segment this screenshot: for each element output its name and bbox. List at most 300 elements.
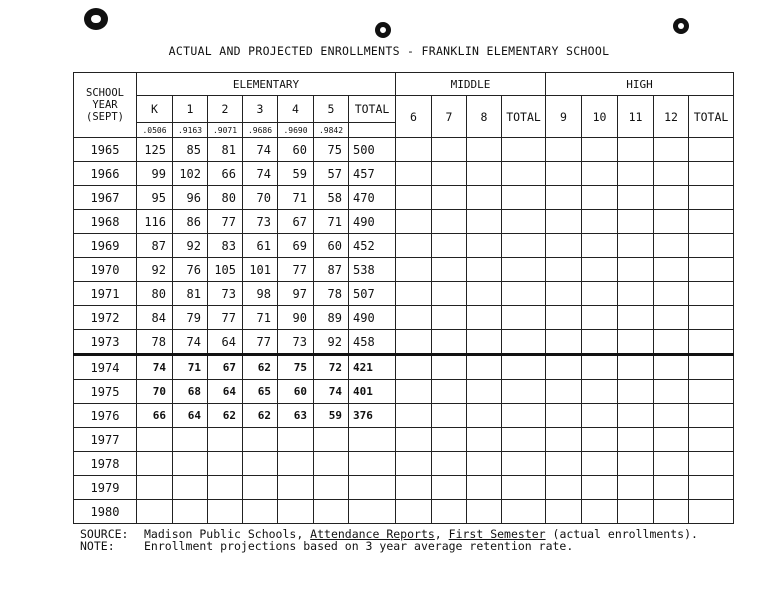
empty-cell (582, 258, 618, 282)
enrollment-cell: 71 (243, 306, 278, 330)
empty-cell (502, 306, 546, 330)
table-row (74, 380, 734, 404)
enrollment-cell: 84 (137, 306, 173, 330)
empty-cell (278, 428, 314, 452)
table-row (74, 330, 734, 355)
empty-cell (689, 282, 734, 306)
school-year-cell: 1972 (74, 306, 137, 330)
enrollment-table (73, 72, 734, 524)
enrollment-cell: 62 (243, 355, 278, 380)
empty-cell (467, 452, 502, 476)
empty-cell (432, 330, 467, 355)
enrollment-cell: 81 (208, 138, 243, 162)
enrollment-cell: 69 (278, 234, 314, 258)
empty-cell (396, 282, 432, 306)
empty-cell (467, 138, 502, 162)
empty-cell (396, 306, 432, 330)
elementary-col-header: TOTAL (349, 96, 396, 123)
empty-cell (546, 258, 582, 282)
empty-cell (432, 380, 467, 404)
empty-cell (396, 452, 432, 476)
table-row (74, 282, 734, 306)
empty-cell (502, 234, 546, 258)
empty-cell (278, 452, 314, 476)
empty-cell (689, 500, 734, 524)
empty-cell (349, 428, 396, 452)
empty-cell (654, 355, 689, 380)
enrollment-cell: 116 (137, 210, 173, 234)
middle-col-header: 6 (396, 96, 432, 138)
empty-cell (396, 258, 432, 282)
empty-cell (654, 306, 689, 330)
enrollment-cell: 70 (137, 380, 173, 404)
high-col-header: 12 (654, 96, 689, 138)
empty-cell (349, 452, 396, 476)
empty-cell (467, 404, 502, 428)
enrollment-cell: 83 (208, 234, 243, 258)
empty-cell (208, 428, 243, 452)
table-row (74, 162, 734, 186)
empty-cell (396, 186, 432, 210)
empty-cell (396, 330, 432, 355)
empty-cell (467, 162, 502, 186)
enrollment-cell: 97 (278, 282, 314, 306)
enrollment-cell: 75 (314, 138, 349, 162)
elementary-total-cell: 500 (349, 138, 396, 162)
empty-cell (689, 138, 734, 162)
empty-cell (502, 210, 546, 234)
empty-cell (432, 186, 467, 210)
enrollment-cell: 99 (137, 162, 173, 186)
enrollment-cell: 80 (137, 282, 173, 306)
empty-cell (618, 138, 654, 162)
empty-cell (546, 452, 582, 476)
empty-cell (546, 428, 582, 452)
empty-cell (546, 476, 582, 500)
school-year-cell: 1970 (74, 258, 137, 282)
high-col-header: TOTAL (689, 96, 734, 138)
enrollment-cell: 77 (243, 330, 278, 355)
enrollment-cell: 62 (243, 404, 278, 428)
enrollment-cell: 102 (173, 162, 208, 186)
empty-cell (243, 452, 278, 476)
elementary-group-header: ELEMENTARY (137, 73, 396, 96)
empty-cell (432, 162, 467, 186)
empty-cell (689, 452, 734, 476)
empty-cell (582, 452, 618, 476)
empty-cell (502, 162, 546, 186)
empty-cell (432, 210, 467, 234)
empty-cell (689, 404, 734, 428)
empty-cell (618, 428, 654, 452)
school-year-cell: 1974 (74, 355, 137, 380)
enrollment-cell: 89 (314, 306, 349, 330)
empty-cell (546, 138, 582, 162)
school-year-cell: 1971 (74, 282, 137, 306)
empty-cell (467, 355, 502, 380)
enrollment-cell: 86 (173, 210, 208, 234)
empty-cell (654, 380, 689, 404)
empty-cell (467, 380, 502, 404)
enrollment-cell: 60 (278, 380, 314, 404)
empty-cell (137, 500, 173, 524)
table-row (74, 452, 734, 476)
table-row (74, 428, 734, 452)
empty-cell (689, 380, 734, 404)
elementary-total-cell: 401 (349, 380, 396, 404)
empty-cell (137, 476, 173, 500)
empty-cell (396, 355, 432, 380)
empty-cell (432, 500, 467, 524)
enrollment-cell: 74 (314, 380, 349, 404)
empty-cell (396, 380, 432, 404)
enrollment-cell: 80 (208, 186, 243, 210)
empty-cell (582, 476, 618, 500)
enrollment-cell: 72 (314, 355, 349, 380)
empty-cell (467, 258, 502, 282)
empty-cell (582, 428, 618, 452)
empty-cell (618, 330, 654, 355)
enrollment-cell: 73 (243, 210, 278, 234)
empty-cell (432, 138, 467, 162)
enrollment-cell: 77 (208, 210, 243, 234)
empty-cell (467, 210, 502, 234)
empty-cell (502, 330, 546, 355)
document-title: ACTUAL AND PROJECTED ENROLLMENTS - FRANKLIN ELEMENTARY SCHOOL (168, 44, 610, 58)
elementary-total-cell: 421 (349, 355, 396, 380)
empty-cell (689, 210, 734, 234)
empty-cell (396, 476, 432, 500)
punch-hole-right (673, 18, 689, 34)
empty-cell (502, 258, 546, 282)
empty-cell (582, 404, 618, 428)
empty-cell (689, 162, 734, 186)
year-column-header: SCHOOL YEAR (SEPT) (74, 73, 137, 138)
high-col-header: 11 (618, 96, 654, 138)
enrollment-cell: 78 (137, 330, 173, 355)
school-year-cell: 1965 (74, 138, 137, 162)
empty-cell (618, 404, 654, 428)
empty-cell (467, 186, 502, 210)
empty-cell (137, 428, 173, 452)
table-row (74, 210, 734, 234)
elementary-total-cell: 538 (349, 258, 396, 282)
empty-cell (546, 186, 582, 210)
empty-cell (208, 452, 243, 476)
enrollment-cell: 90 (278, 306, 314, 330)
empty-cell (396, 234, 432, 258)
enrollment-cell: 68 (173, 380, 208, 404)
empty-cell (467, 306, 502, 330)
empty-cell (243, 476, 278, 500)
enrollment-cell: 74 (243, 138, 278, 162)
enrollment-cell: 87 (137, 234, 173, 258)
retention-rate: .9071 (208, 123, 243, 138)
school-year-cell: 1973 (74, 330, 137, 355)
empty-cell (173, 476, 208, 500)
empty-cell (582, 234, 618, 258)
enrollment-cell: 87 (314, 258, 349, 282)
retention-rate: .9842 (314, 123, 349, 138)
elementary-col-header: 1 (173, 96, 208, 123)
empty-cell (502, 355, 546, 380)
school-year-cell: 1976 (74, 404, 137, 428)
table-row (74, 306, 734, 330)
empty-cell (689, 476, 734, 500)
elementary-total-cell: 507 (349, 282, 396, 306)
empty-cell (314, 500, 349, 524)
enrollment-cell: 59 (278, 162, 314, 186)
empty-cell (208, 476, 243, 500)
elementary-total-cell: 458 (349, 330, 396, 355)
empty-cell (654, 210, 689, 234)
empty-cell (582, 500, 618, 524)
middle-col-header: 8 (467, 96, 502, 138)
elementary-col-header: 4 (278, 96, 314, 123)
high-col-header: 9 (546, 96, 582, 138)
empty-cell (432, 452, 467, 476)
table-row (74, 234, 734, 258)
empty-cell (467, 500, 502, 524)
empty-cell (546, 404, 582, 428)
empty-cell (502, 282, 546, 306)
enrollment-cell: 77 (278, 258, 314, 282)
enrollment-cell: 96 (173, 186, 208, 210)
enrollment-cell: 60 (278, 138, 314, 162)
empty-cell (618, 282, 654, 306)
retention-rate-blank (349, 123, 396, 138)
punch-hole-center (375, 22, 391, 38)
enrollment-cell: 105 (208, 258, 243, 282)
table-row (74, 186, 734, 210)
middle-col-header: 7 (432, 96, 467, 138)
source-note: SOURCE: Madison Public Schools, Attendance Reports, First Semester (actual enrollments). (80, 527, 698, 541)
empty-cell (582, 138, 618, 162)
empty-cell (502, 428, 546, 452)
empty-cell (349, 476, 396, 500)
enrollment-cell: 64 (173, 404, 208, 428)
empty-cell (502, 476, 546, 500)
empty-cell (654, 234, 689, 258)
enrollment-cell: 101 (243, 258, 278, 282)
enrollment-cell: 63 (278, 404, 314, 428)
empty-cell (689, 258, 734, 282)
empty-cell (546, 355, 582, 380)
empty-cell (618, 162, 654, 186)
empty-cell (582, 186, 618, 210)
elementary-total-cell: 490 (349, 306, 396, 330)
enrollment-cell: 61 (243, 234, 278, 258)
empty-cell (467, 330, 502, 355)
enrollment-cell: 76 (173, 258, 208, 282)
elementary-total-cell: 376 (349, 404, 396, 428)
enrollment-cell: 67 (278, 210, 314, 234)
enrollment-cell: 70 (243, 186, 278, 210)
empty-cell (689, 355, 734, 380)
empty-cell (618, 210, 654, 234)
empty-cell (618, 355, 654, 380)
enrollment-cell: 125 (137, 138, 173, 162)
retention-rate: .9686 (243, 123, 278, 138)
empty-cell (654, 452, 689, 476)
enrollment-cell: 81 (173, 282, 208, 306)
table-row (74, 476, 734, 500)
table-row (74, 404, 734, 428)
empty-cell (349, 500, 396, 524)
enrollment-cell: 74 (243, 162, 278, 186)
enrollment-cell: 85 (173, 138, 208, 162)
empty-cell (618, 258, 654, 282)
empty-cell (432, 476, 467, 500)
empty-cell (314, 428, 349, 452)
empty-cell (654, 500, 689, 524)
empty-cell (582, 282, 618, 306)
empty-cell (546, 306, 582, 330)
empty-cell (396, 210, 432, 234)
empty-cell (502, 404, 546, 428)
empty-cell (618, 500, 654, 524)
enrollment-cell: 65 (243, 380, 278, 404)
enrollment-cell: 62 (208, 404, 243, 428)
empty-cell (618, 380, 654, 404)
empty-cell (654, 330, 689, 355)
empty-cell (502, 186, 546, 210)
empty-cell (689, 306, 734, 330)
enrollment-cell: 60 (314, 234, 349, 258)
empty-cell (582, 210, 618, 234)
empty-cell (432, 428, 467, 452)
enrollment-cell: 64 (208, 330, 243, 355)
empty-cell (502, 452, 546, 476)
empty-cell (654, 476, 689, 500)
high-col-header: 10 (582, 96, 618, 138)
table-row (74, 138, 734, 162)
empty-cell (432, 234, 467, 258)
empty-cell (278, 500, 314, 524)
enrollment-cell: 98 (243, 282, 278, 306)
elementary-total-cell: 457 (349, 162, 396, 186)
empty-cell (502, 138, 546, 162)
empty-cell (173, 500, 208, 524)
enrollment-cell: 71 (173, 355, 208, 380)
empty-cell (654, 162, 689, 186)
enrollment-cell: 73 (208, 282, 243, 306)
empty-cell (618, 306, 654, 330)
enrollment-cell: 58 (314, 186, 349, 210)
empty-cell (396, 500, 432, 524)
empty-cell (546, 380, 582, 404)
elementary-col-header: 5 (314, 96, 349, 123)
school-year-cell: 1967 (74, 186, 137, 210)
empty-cell (396, 138, 432, 162)
empty-cell (582, 306, 618, 330)
empty-cell (432, 258, 467, 282)
enrollment-cell: 78 (314, 282, 349, 306)
empty-cell (243, 428, 278, 452)
empty-cell (689, 428, 734, 452)
enrollment-cell: 73 (278, 330, 314, 355)
empty-cell (137, 452, 173, 476)
empty-cell (546, 282, 582, 306)
school-year-cell: 1980 (74, 500, 137, 524)
empty-cell (654, 138, 689, 162)
empty-cell (467, 282, 502, 306)
retention-rate: .0506 (137, 123, 173, 138)
empty-cell (582, 355, 618, 380)
empty-cell (467, 428, 502, 452)
empty-cell (689, 330, 734, 355)
enrollment-cell: 71 (314, 210, 349, 234)
enrollment-cell: 64 (208, 380, 243, 404)
projection-note: NOTE: Enrollment projections based on 3 year average retention rate. (80, 539, 574, 553)
empty-cell (432, 306, 467, 330)
empty-cell (314, 476, 349, 500)
empty-cell (546, 210, 582, 234)
empty-cell (396, 428, 432, 452)
elementary-col-header: 2 (208, 96, 243, 123)
enrollment-cell: 92 (314, 330, 349, 355)
elementary-col-header: 3 (243, 96, 278, 123)
empty-cell (467, 476, 502, 500)
enrollment-cell: 75 (278, 355, 314, 380)
retention-rate: .9163 (173, 123, 208, 138)
middle-col-header: TOTAL (502, 96, 546, 138)
empty-cell (546, 500, 582, 524)
empty-cell (173, 452, 208, 476)
footnotes (80, 528, 698, 552)
school-year-cell: 1966 (74, 162, 137, 186)
school-year-cell: 1979 (74, 476, 137, 500)
empty-cell (432, 282, 467, 306)
empty-cell (618, 452, 654, 476)
empty-cell (502, 500, 546, 524)
empty-cell (582, 380, 618, 404)
middle-group-header: MIDDLE (396, 73, 546, 96)
elementary-total-cell: 452 (349, 234, 396, 258)
enrollment-cell: 95 (137, 186, 173, 210)
empty-cell (546, 162, 582, 186)
table-row (74, 355, 734, 380)
empty-cell (618, 476, 654, 500)
empty-cell (654, 186, 689, 210)
empty-cell (396, 162, 432, 186)
enrollment-cell: 59 (314, 404, 349, 428)
empty-cell (689, 234, 734, 258)
school-year-cell: 1969 (74, 234, 137, 258)
empty-cell (243, 500, 278, 524)
empty-cell (502, 380, 546, 404)
enrollment-cell: 71 (278, 186, 314, 210)
table-row (74, 500, 734, 524)
empty-cell (546, 330, 582, 355)
enrollment-cell: 92 (173, 234, 208, 258)
enrollment-cell: 74 (137, 355, 173, 380)
empty-cell (432, 404, 467, 428)
table-row (74, 258, 734, 282)
enrollment-cell: 66 (137, 404, 173, 428)
retention-rate: .9690 (278, 123, 314, 138)
empty-cell (173, 428, 208, 452)
enrollment-cell: 77 (208, 306, 243, 330)
elementary-total-cell: 470 (349, 186, 396, 210)
empty-cell (208, 500, 243, 524)
school-year-cell: 1968 (74, 210, 137, 234)
empty-cell (654, 428, 689, 452)
elementary-total-cell: 490 (349, 210, 396, 234)
empty-cell (582, 162, 618, 186)
empty-cell (432, 355, 467, 380)
empty-cell (278, 476, 314, 500)
